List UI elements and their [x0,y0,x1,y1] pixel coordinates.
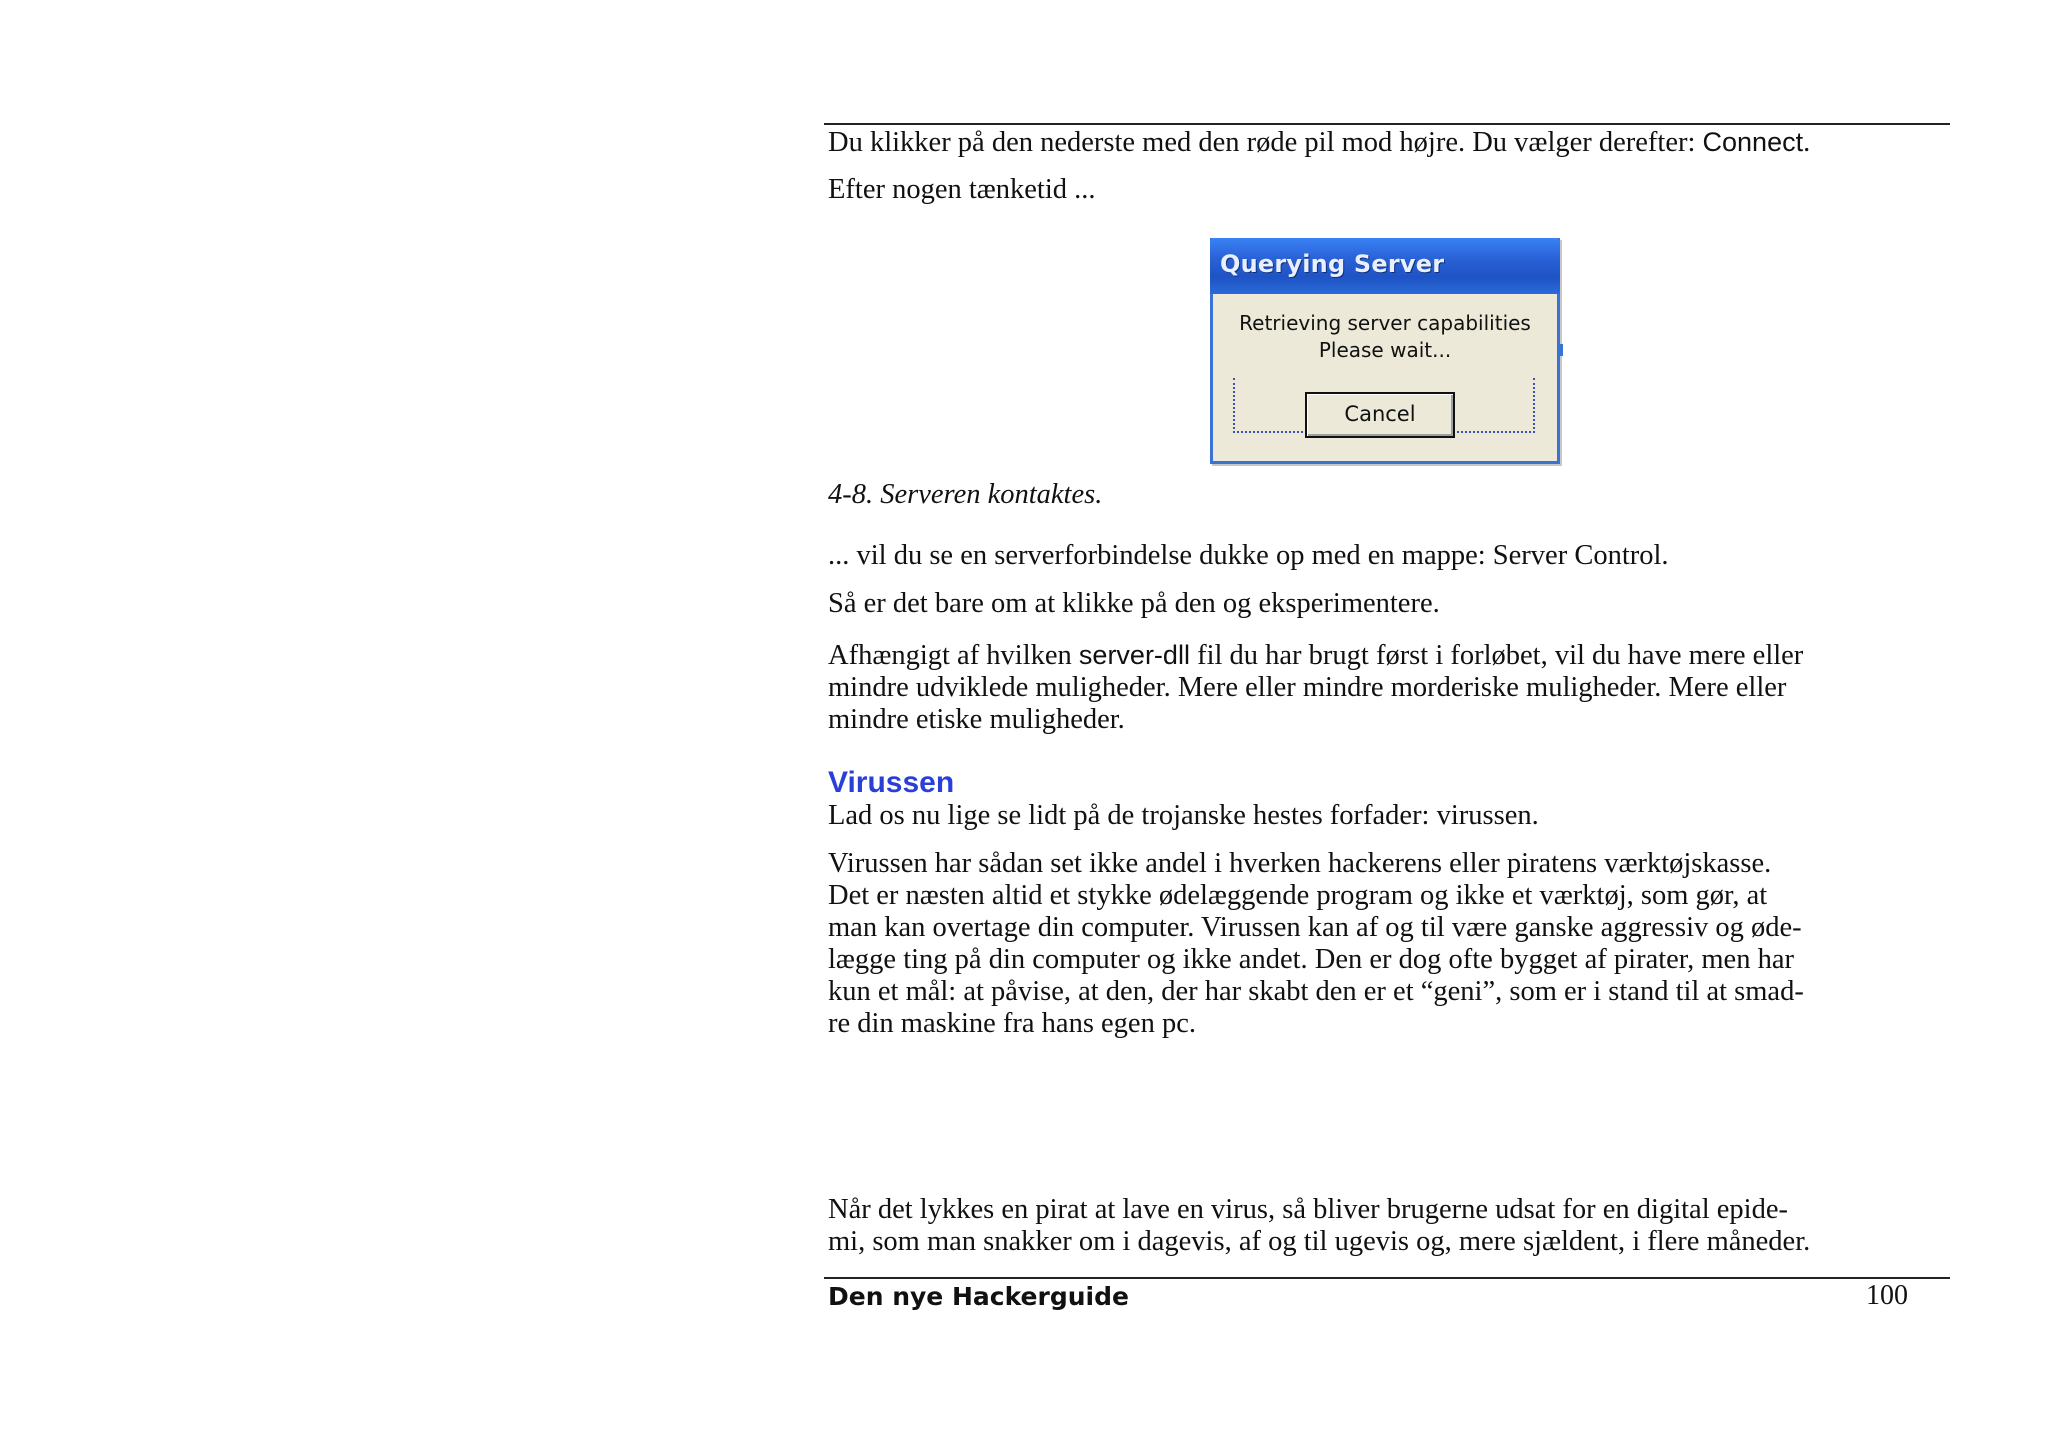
paragraph-connect-text: Du klikker på den nederste med den røde pil mod højre. Du vælger derefter: [828,127,1703,158]
paragraph-dll-after: fil du har brugt først i forløbet, vil du have mere eller mindre udviklede muligheder. Mere eller mindre morderiske muligheder. Mere eller mindre etiske muligheder. [828,640,1804,735]
paragraph-epidemic: Når det lykkes en pirat at lave en virus, så bliver brugerne udsat for en digital epide- mi, som man snakker om i dagevis, af og til ugevis og, mere sjældent, i flere måneder. [828,1194,1811,1257]
section-heading-virussen: Virussen [828,766,955,799]
paragraph-wait: Efter nogen tænketid ... [828,174,1096,205]
dialog-edge-mark [1559,344,1563,356]
cancel-button[interactable]: Cancel [1305,392,1455,438]
dialog-message-line2: Please wait... [1318,338,1452,362]
paragraph-server-dll [828,639,1950,736]
querying-server-dialog [1210,238,1560,464]
dialog-message [1213,310,1557,364]
server-dll-label: server-dll [1078,640,1190,670]
footer-page-number: 100 [1866,1280,1908,1311]
dialog-titlebar [1210,238,1560,294]
paragraph-click: Så er det bare om at klikke på den og eksperimentere. [828,588,1440,619]
footer-book-title: Den nye Hackerguide [828,1282,1129,1311]
paragraph-dll-before: Afhængigt af hvilken [828,640,1079,671]
dialog-title: Querying Server [1220,250,1445,278]
paragraph-connect-end: . [1803,127,1811,158]
connect-menu-label: Connect [1702,127,1804,157]
paragraph-virus-body: Virussen har sådan set ikke andel i hverken hackerens eller piratens værktøjskasse. Det er næsten altid et stykke ødelæggende program og ikke et værktøj, som gør, at man kan overtage din computer. Virussen kan af og til være ganske aggressiv og øde- lægge ting på din computer og ikke andet. Den er dog ofte bygget af pirater, men har kun et mål: at påvise, at den, der har skabt den er et “geni”, som er i stand til at smad- re din maskine fra hans egen pc. [828,848,1804,1039]
paragraph-connect [828,126,1950,159]
footer-rule [824,1277,1950,1279]
figure-caption: 4-8. Serveren kontaktes. [828,479,1103,510]
paragraph-server-control: ... vil du se en serverforbindelse dukke op med en mappe: Server Control. [828,540,1669,571]
header-rule [824,123,1950,125]
dialog-message-line1: Retrieving server capabilities [1239,311,1531,335]
paragraph-virus-intro: Lad os nu lige se lidt på de trojanske hestes forfader: virussen. [828,800,1539,831]
